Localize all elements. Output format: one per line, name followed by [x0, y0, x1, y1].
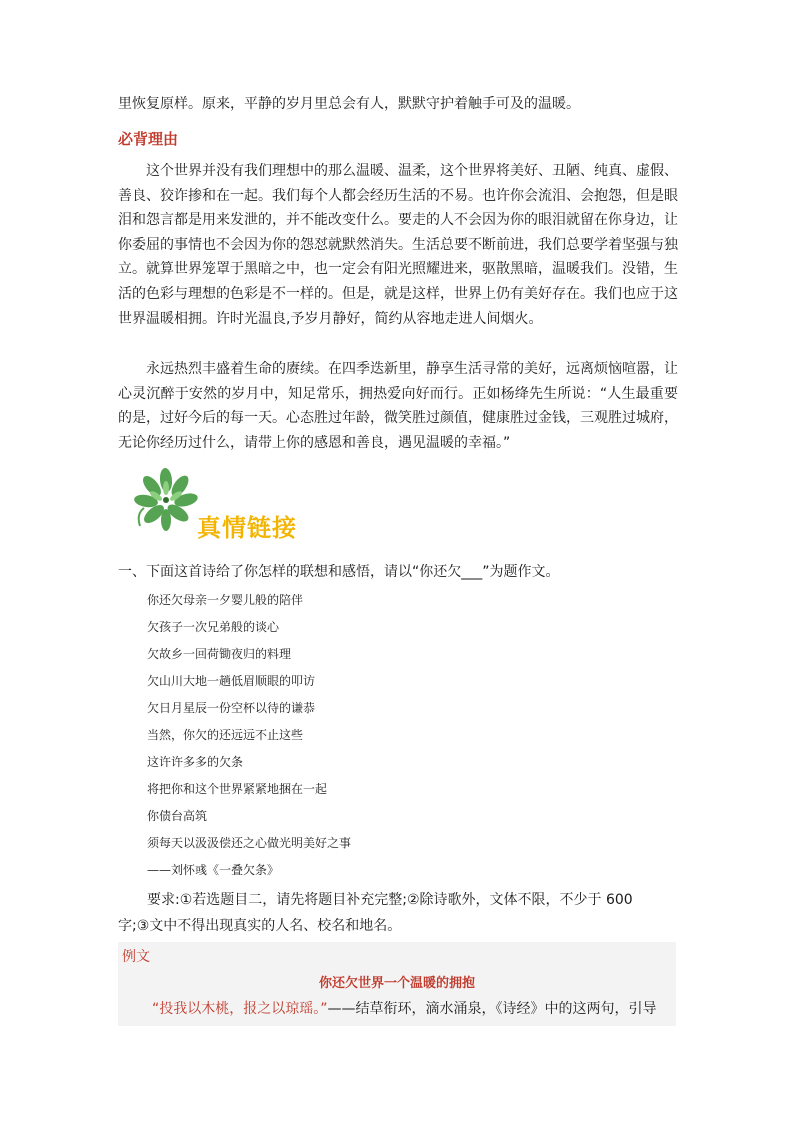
poem-attribution: ——刘怀彧《一叠欠条》 [147, 863, 280, 877]
section-title: 真情链接 [197, 514, 297, 542]
paragraph-2: 永远热烈丰盛着生命的赓续。在四季迭新里，静享生活寻常的美好，远离烦恼喧嚣，让心灵沉醉于安然的岁月中，知足常乐，拥热爱向好而行。正如杨绛先生所说：“人生最重要的是，过好今后的每一天。心态胜过年龄，微笑胜过颜值，健康胜过金钱，三观胜过城府，无论你经历过什么，请带上你的感恩和善良，遇见温暖的幸福。” [118, 361, 678, 451]
green-leaves-icon [124, 466, 208, 538]
top-line: 里恢复原样。原来，平静的岁月里总会有人，默默守护着触手可及的温暖。 [118, 96, 580, 112]
example-rest: ——结草衔环，滴水涌泉，《诗经》中的这两句，引导 [327, 1001, 657, 1017]
poem-line: 欠故乡一回荷锄夜归的料理 [147, 647, 292, 661]
paragraph-1: 这个世界并没有我们理想中的那么温暖、温柔，这个世界将美好、丑陋、纯真、虚假、善良、狡诈掺和在一起。我们每个人都会经历生活的不易。也许你会流泪、会抱怨，但是眼泪和怨言都是用来发泄的，并不能改变什么。要走的人不会因为你的眼泪就留在你身边，让你委屈的事情也不会因为你的怨怼就默然消失。生活总要不断前进，我们总要学着坚强与独立。就算世界笼罩于黑暗之中，也一定会有阳光照耀进来，驱散黑暗，温暖我们。没错，生活的色彩与理想的色彩是不一样的。但是，就是这样，世界上仍有美好存在。我们也应于这世界温暖相拥。许时光温良,予岁月静好，简约从容地走进人间烟火。 [118, 163, 678, 327]
example-box [118, 942, 676, 1026]
poem-line: 欠日月星辰一份空杯以待的谦恭 [147, 701, 316, 715]
example-title: 你还欠世界一个温暖的拥抱 [318, 976, 475, 991]
poem-line: 这许许多多的欠条 [147, 755, 244, 769]
example-label: 例文 [122, 949, 150, 965]
poem-line: 你还欠母亲一夕婴儿般的陪伴 [147, 593, 304, 607]
reason-heading: 必背理由 [118, 130, 179, 148]
poem-line: 欠山川大地一趟低眉顺眼的叩访 [147, 674, 316, 688]
poem-line: 将把你和这个世界紧紧地捆在一起 [147, 782, 328, 796]
poem-line: 欠孩子一次兄弟般的谈心 [147, 620, 280, 634]
poem-line: 须每天以汲汲偿还之心做光明美好之事 [147, 836, 352, 850]
requirements-line-2: 字;③文中不得出现真实的人名、校名和地名。 [118, 918, 402, 934]
question: 一、下面这首诗给了你怎样的联想和感悟，请以“你还欠___”为题作文。 [118, 564, 560, 580]
requirements-line-1: 要求:①若选题目二，请先将题目补充完整;②除诗歌外，文体不限，不少于 600 [147, 892, 633, 908]
poem-line: 你债台高筑 [147, 809, 208, 823]
example-text [124, 998, 676, 1018]
example-quote: “投我以木桃，报之以琼瑶。” [152, 1001, 328, 1017]
poem-line: 当然，你欠的还远远不止这些 [147, 728, 304, 742]
